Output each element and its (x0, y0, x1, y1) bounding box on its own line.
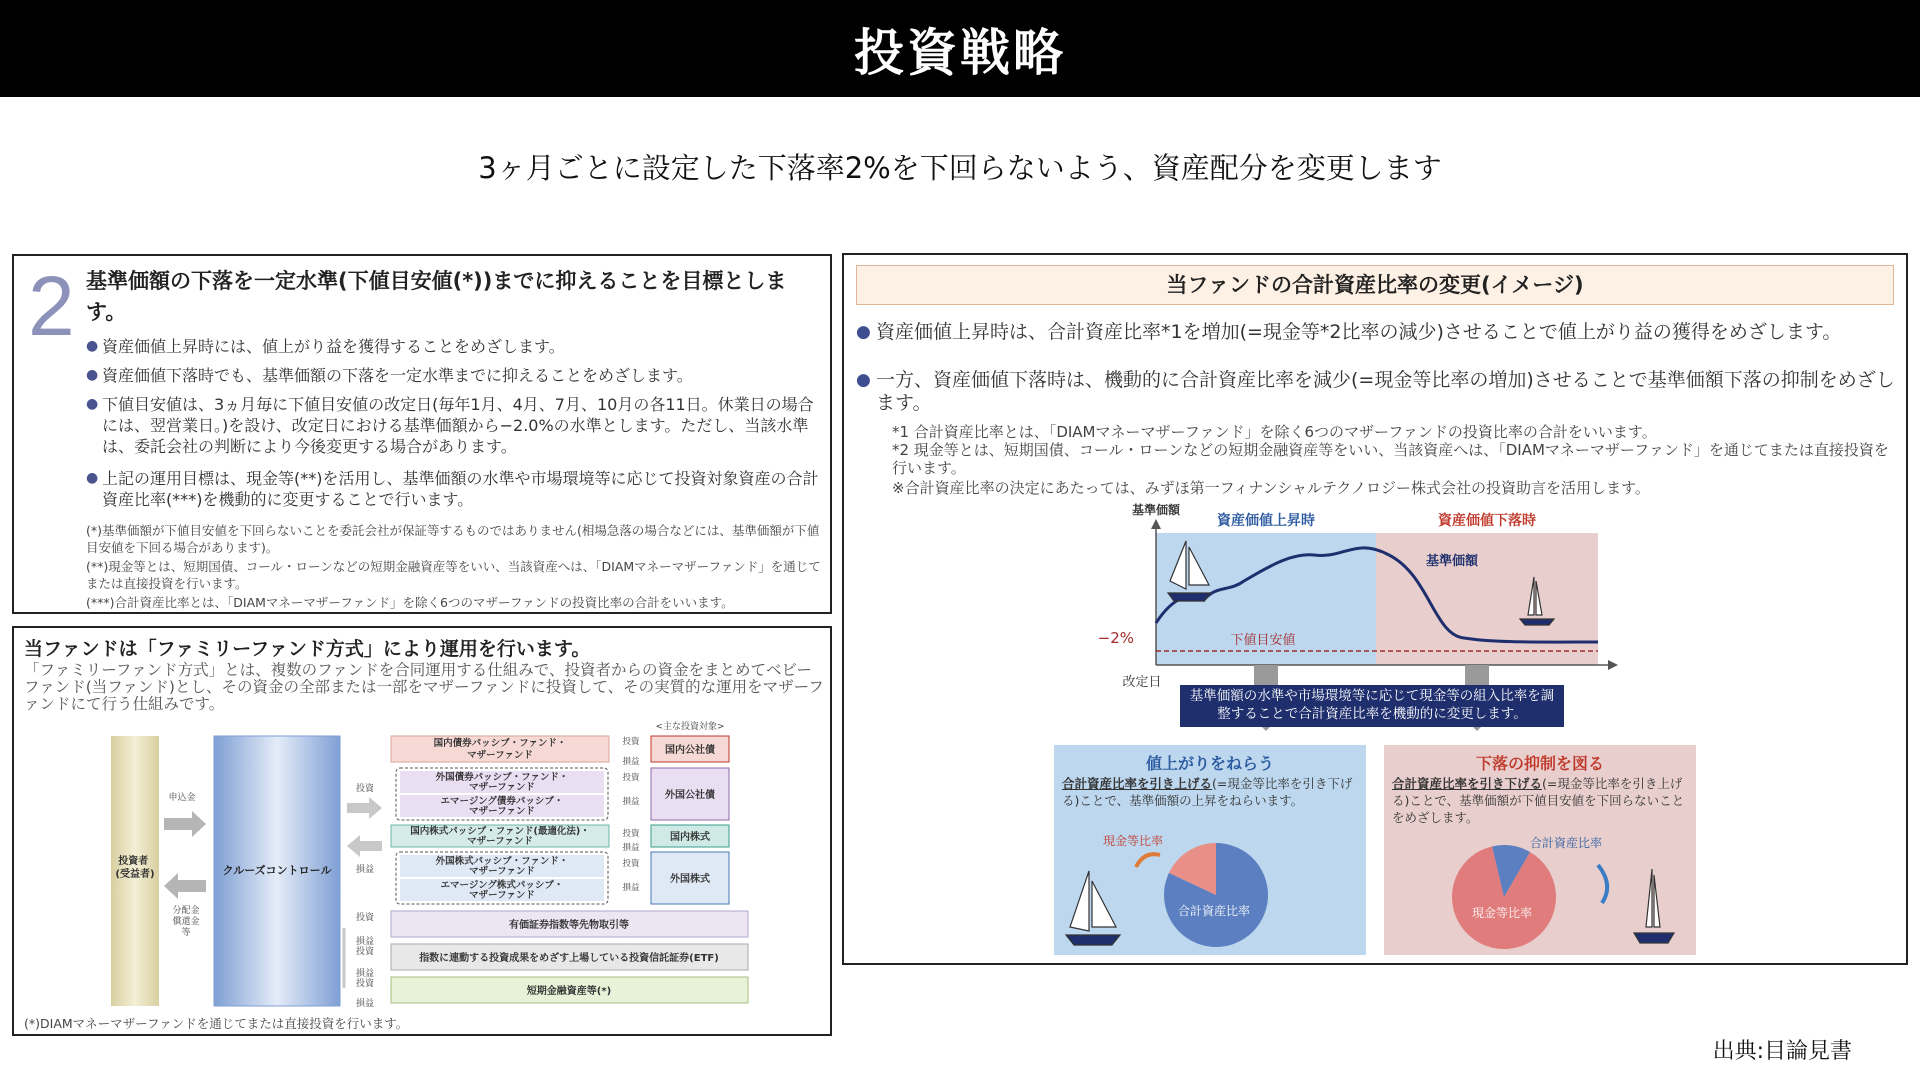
svg-text:損益: 損益 (355, 937, 375, 947)
family-fund-description: 「ファミリーファンド方式」とは、複数のファンドを合同運用する仕組みで、投資者からの資金をまとめてベビーファンド(当ファンド)とし、その資金の全部または一部をマザーファンドに投資して、その実質的な運用をマザーファンドにて行う仕組みです。 (24, 661, 824, 713)
svg-text:マザーファンド: マザーファンド (467, 750, 533, 761)
fall-phase-bg (1376, 533, 1598, 665)
source-citation: 出典:目論見書 (1712, 1039, 1852, 1064)
svg-text:投資: 投資 (355, 913, 375, 923)
svg-text:投資: 投資 (622, 859, 640, 869)
svg-text:投資: 投資 (355, 979, 375, 989)
x-axis-label: 改定日 (1122, 675, 1162, 690)
flow-out-label: 分配金償還金等 (172, 906, 200, 938)
target-label: 国内株式 (670, 832, 710, 843)
family-fund-footnote: (*)DIAMマネーマザーファンドを通じてまたは直接投資を行います。 (24, 1016, 409, 1031)
svg-text:エマージング株式パッシブ・: エマージング株式パッシブ・ (440, 880, 564, 891)
objective-panel (12, 254, 832, 614)
section-number: 2 (28, 259, 75, 353)
fall-big-label: 現金等比率 (1471, 906, 1533, 920)
rise-big-label: 合計資産比率 (1177, 904, 1251, 918)
page-title: 投資戦略 (854, 23, 1066, 82)
objective-bullet: ● 上記の運用目標は、現金等(**)を活用し、基準価額の水準や市場環境等に応じて投資対象資産の合計資産比率(***)を機動的に変更することで行います。 (86, 468, 826, 510)
svg-text:<主な投資対象>: <主な投資対象> (655, 722, 725, 732)
svg-text:損益: 損益 (622, 883, 640, 893)
price-line-label: 基準価額 (1425, 554, 1479, 569)
rise-box-title: 値上がりをねらう (1145, 754, 1275, 773)
page-header (0, 0, 1920, 97)
svg-text:外国株式パッシブ・ファンド・: 外国株式パッシブ・ファンド・ (435, 856, 569, 867)
flow-out-arrow (164, 873, 206, 899)
fall-box-title: 下落の抑制を図る (1475, 754, 1605, 773)
allocation-graph (844, 255, 1906, 963)
allocation-bullet: ● 一方、資産価値下落時は、機動的に合計資産比率を減少(=現金等比率の増加)させることで基準価額下落の抑制をめざします。 (856, 369, 1896, 415)
allocation-bullet: ● 資産価値上昇時は、合計資産比率*1を増加(=現金等*2比率の減少)させることで値上がり益の獲得をめざします。 (856, 321, 1896, 344)
page-subtitle: 3ヶ月ごとに設定した下落率2%を下回らないよう、資産配分を変更します (478, 151, 1442, 185)
svg-text:マザーファンド: マザーファンド (469, 806, 535, 817)
fall-box-text: (=現金等比率を引き上げる)ことで、基準価額が下値目安値を下回らないことをめざします。 (1392, 776, 1685, 825)
svg-text:投資: 投資 (355, 947, 375, 957)
svg-text:マザーファンド: マザーファンド (469, 890, 535, 901)
allocation-pie-right (1452, 845, 1556, 949)
allocation-pie-left (1164, 843, 1268, 947)
svg-text:投資: 投資 (622, 737, 640, 747)
rise-box-bold: 合計資産比率を引き上げる (1062, 776, 1213, 791)
rise-box-text: (=現金等比率を引き下げる)ことで、基準価額の上昇をねらいます。 (1062, 776, 1353, 808)
rise-phase-label: 資産価値上昇時 (1217, 513, 1315, 529)
svg-text:マザーファンド: マザーファンド (469, 782, 535, 793)
allocation-note: *2 現金等とは、短期国債、コール・ローンなどの短期金融資産等をいい、当該資産へは、「DIAMマネーマザーファンド」を通じてまたは直接投資を行います。 (892, 441, 1889, 477)
svg-text:国内債券パッシブ・ファンド・: 国内債券パッシブ・ファンド・ (433, 738, 567, 749)
svg-text:損益: 損益 (622, 843, 640, 853)
y-axis-label: 基準価額 (1131, 503, 1181, 517)
objective-note: (***)合計資産比率とは、「DIAMマネーマザーファンド」を除く6つのマザーファンドの投資比率の合計をいいます。 (86, 595, 734, 610)
svg-text:マザーファンド: マザーファンド (467, 836, 533, 847)
allocation-image-panel (842, 253, 1908, 965)
objective-note: (**)現金等とは、短期国債、コール・ローンなどの短期金融資産等をいい、当該資産へは、「DIAMマネーマザーファンド」を通じてまたは直接投資を行います。 (86, 559, 821, 591)
rise-small-label: 現金等比率 (1102, 834, 1164, 848)
target-label: 外国公社債 (665, 790, 715, 801)
target-label: 国内公社債 (665, 745, 715, 756)
allocation-note: *1 合計資産比率とは、「DIAMマネーマザーファンド」を除く6つのマザーファンドの投資比率の合計をいいます。 (892, 423, 1657, 441)
family-fund-title: 当ファンドは「ファミリーファンド方式」により運用を行います。 (24, 638, 591, 660)
fall-box-bold: 合計資産比率を引き下げる (1392, 776, 1543, 791)
objective-bullet: ● 資産価値上昇時には、値上がり益を獲得することをめざします。 (86, 336, 826, 357)
svg-text:投資: 投資 (622, 773, 640, 783)
other-target: 指数に連動する投資成果をめざす上場している投資信託証券(ETF) (419, 953, 719, 964)
objective-note: (*)基準価額が下値目安値を下回らないことを委託会社が保証等するものではありません(相場急落の場合などには、基準価額が下値目安値を下回る場合があります)。 (86, 523, 820, 555)
graph-note: 基準価額の水準や市場環境等に応じて現金等の組入比率を調整することで合計資産比率を機動的に変更します。 (1189, 688, 1555, 722)
fall-small-label: 合計資産比率 (1529, 836, 1603, 850)
svg-text:損益: 損益 (355, 865, 375, 875)
objective-title: 基準価額の下落を一定水準(下値目安値(*))までに抑えることを目標とします。 (86, 269, 787, 324)
floor-label: 下値目安値 (1230, 633, 1296, 648)
family-fund-diagram (14, 628, 830, 1034)
svg-text:損益: 損益 (622, 797, 640, 807)
objective-bullet: ● 下値目安値は、3ヵ月毎に下値目安値の改定日(毎年1月、4月、7月、10月の各11日。休業日の場合には、翌営業日。)を設け、改定日における基準価額から−2.0%の水準とします。ただし、当該水準は、委託会社の判断により今後変更する場合があります。 (86, 394, 826, 457)
flow-in-label: 申込金 (168, 793, 196, 803)
svg-text:マザーファンド: マザーファンド (469, 866, 535, 877)
target-label: 外国株式 (670, 874, 710, 885)
allocation-title: 当ファンドの合計資産比率の変更(イメージ) (856, 265, 1894, 305)
svg-text:損益: 損益 (355, 969, 375, 979)
fund-label: クルーズコントロール (222, 864, 332, 877)
allocation-note: ※合計資産比率の決定にあたっては、みずほ第一フィナンシャルテクノロジー株式会社の投資助言を活用します。 (892, 479, 1650, 497)
svg-text:損益: 損益 (355, 999, 375, 1009)
svg-text:エマージング債券パッシブ・: エマージング債券パッシブ・ (440, 796, 564, 807)
svg-text:投資: 投資 (355, 784, 375, 794)
svg-text:投資: 投資 (622, 829, 640, 839)
svg-text:損益: 損益 (622, 757, 640, 767)
svg-text:投資者 (受益者): 投資者 (受益者) (115, 856, 155, 880)
svg-text:国内株式パッシブ・ファンド(最適化法)・: 国内株式パッシブ・ファンド(最適化法)・ (410, 826, 590, 837)
fall-phase-label: 資産価値下落時 (1438, 513, 1536, 529)
objective-bullet: ● 資産価値下落時でも、基準価額の下落を一定水準までに抑えることをめざします。 (86, 365, 826, 386)
other-target: 有価証券指数等先物取引等 (509, 920, 629, 931)
investor-label: 投資者 (118, 856, 149, 867)
svg-text:外国債券パッシブ・ファンド・: 外国債券パッシブ・ファンド・ (435, 772, 569, 783)
flow-in-arrow (164, 811, 206, 837)
other-target: 短期金融資産等(*) (526, 986, 612, 997)
minus-two-label: −2% (1097, 629, 1134, 647)
family-fund-panel (12, 626, 832, 1036)
